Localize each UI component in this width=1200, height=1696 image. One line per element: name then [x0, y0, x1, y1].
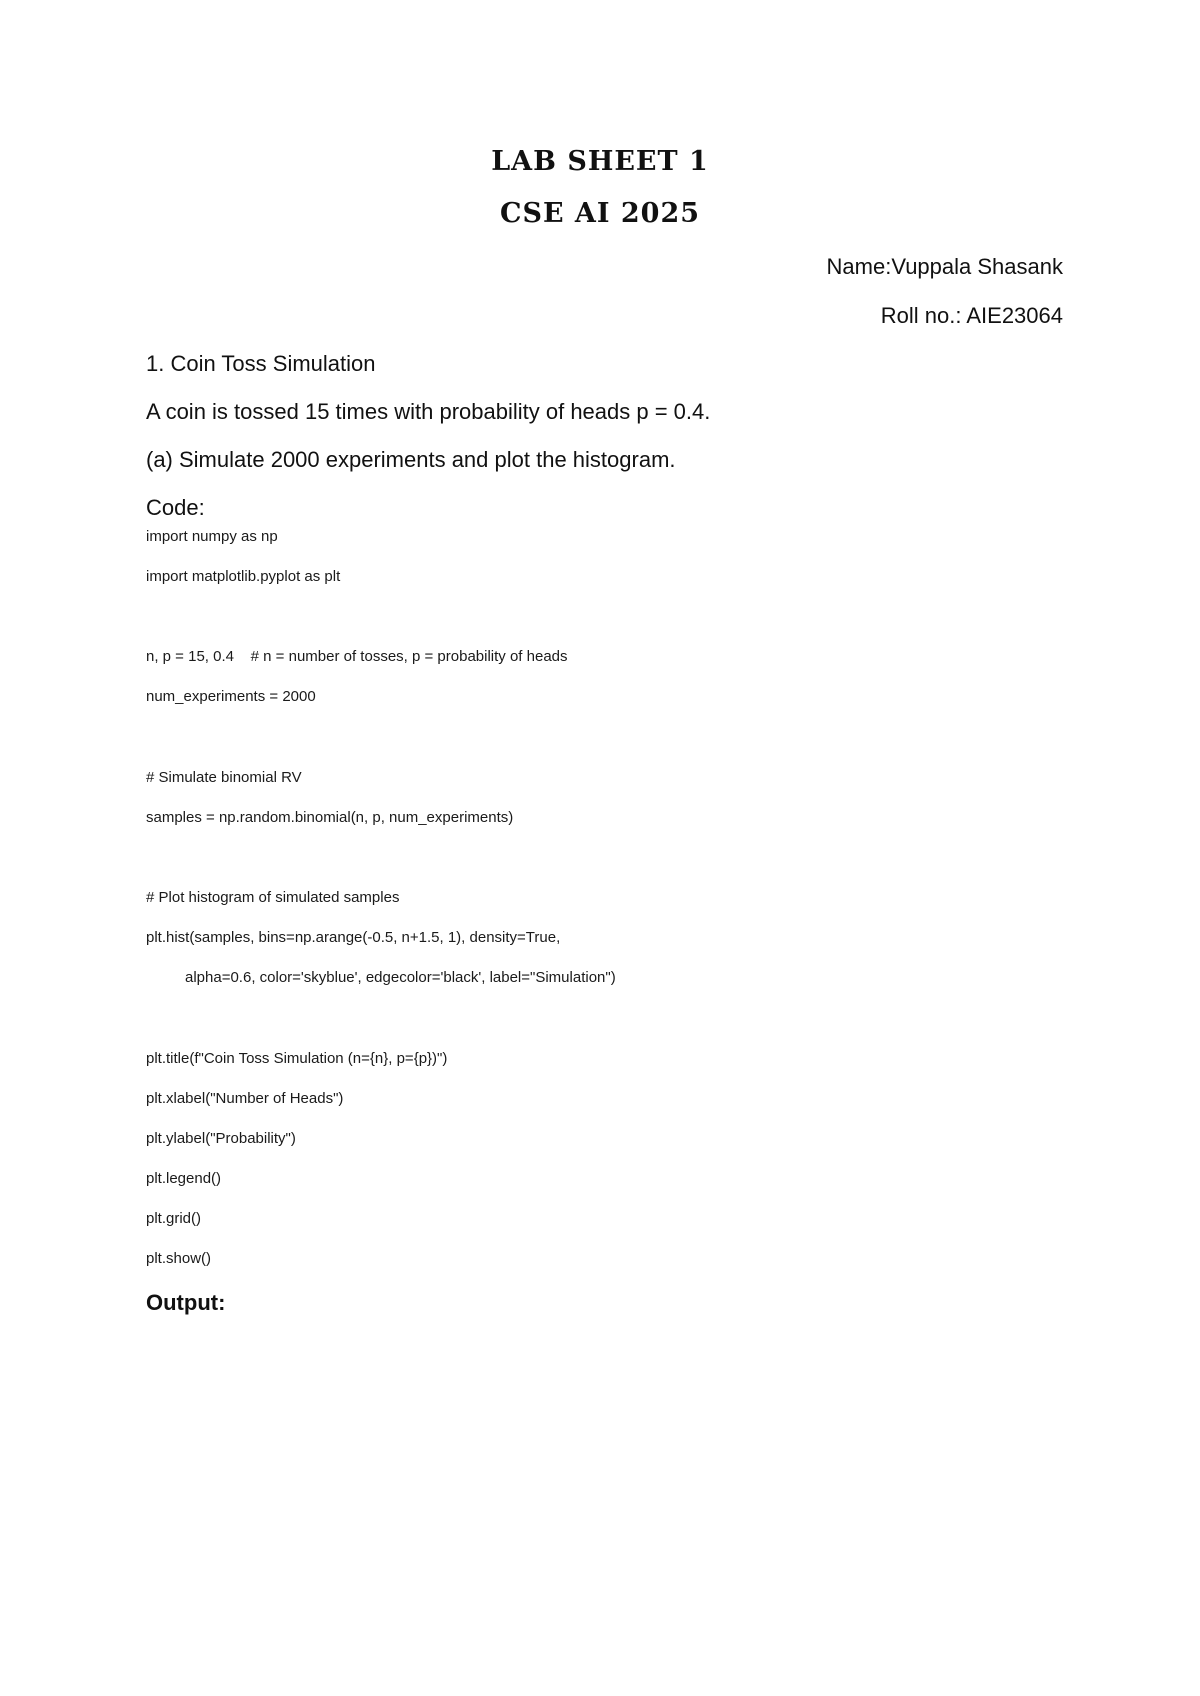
code-line: import matplotlib.pyplot as plt	[146, 568, 341, 585]
output-label: Output:	[146, 1290, 226, 1315]
code-line: plt.xlabel("Number of Heads")	[146, 1090, 344, 1107]
code-line: plt.title(f"Coin Toss Simulation (n={n}, p={p})")	[146, 1050, 448, 1067]
code-line: plt.ylabel("Probability")	[146, 1130, 296, 1147]
student-name: Name:Vuppala Shasank	[826, 254, 1063, 279]
code-line: # Plot histogram of simulated samples	[146, 889, 400, 906]
lab-sheet-title: LAB SHEET 1	[491, 146, 709, 177]
roll-number: Roll no.: AIE23064	[880, 303, 1063, 328]
problem-statement: A coin is tossed 15 times with probability of heads p = 0.4.	[146, 399, 711, 424]
code-line: plt.show()	[146, 1250, 212, 1267]
code-line: alpha=0.6, color='skyblue', edgecolor='black', label="Simulation")	[185, 969, 616, 986]
code-line: plt.grid()	[146, 1210, 202, 1227]
code-line: num_experiments = 2000	[146, 688, 316, 705]
code-label: Code:	[146, 495, 205, 520]
task-a: (a) Simulate 2000 experiments and plot the histogram.	[146, 447, 676, 472]
code-line: # Simulate binomial RV	[146, 769, 302, 786]
code-line: samples = np.random.binomial(n, p, num_experiments)	[146, 809, 514, 826]
section-heading: 1. Coin Toss Simulation	[146, 351, 376, 376]
code-line: n, p = 15, 0.4 # n = number of tosses, p = probability of heads	[146, 648, 568, 665]
code-line: plt.legend()	[146, 1170, 222, 1187]
code-line: plt.hist(samples, bins=np.arange(-0.5, n+1.5, 1), density=True,	[146, 929, 561, 946]
code-line: import numpy as np	[146, 528, 278, 545]
course-title: CSE AI 2025	[499, 198, 701, 229]
